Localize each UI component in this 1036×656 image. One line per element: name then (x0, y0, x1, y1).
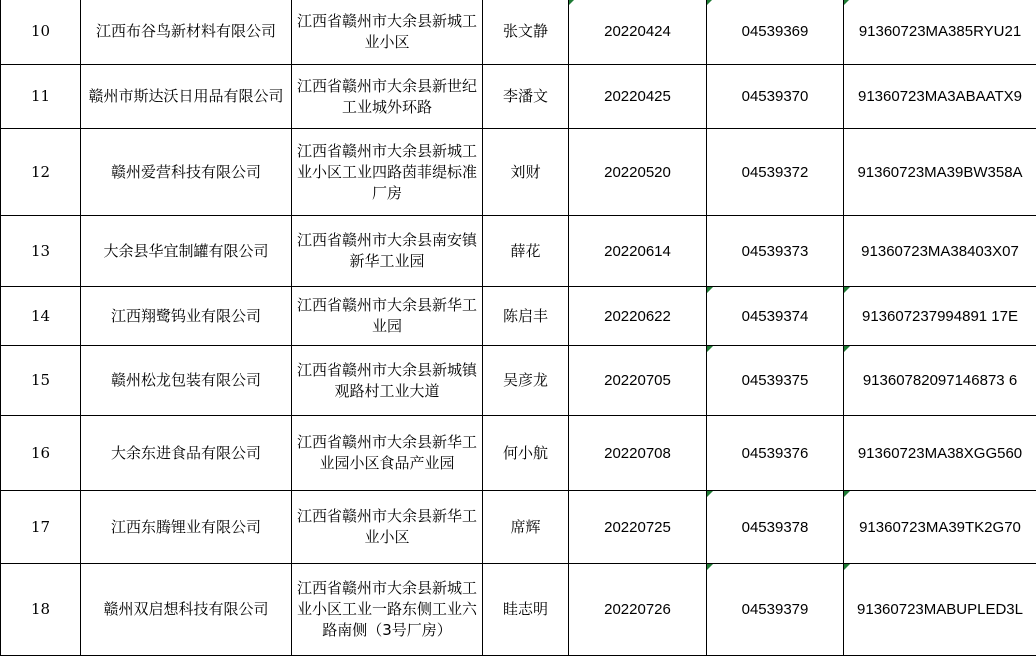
credit-code-cell[interactable]: 91360723MA385RYU21 (844, 0, 1036, 65)
code-cell[interactable]: 04539372 (707, 129, 844, 216)
row-number-cell[interactable]: 10 (1, 0, 81, 65)
code-cell[interactable]: 04539369 (707, 0, 844, 65)
address-cell[interactable]: 江西省赣州市大余县新城工业小区工业一路东侧工业六路南侧（3号厂房） (292, 564, 483, 656)
date-cell[interactable]: 20220708 (569, 416, 707, 491)
address-cell[interactable]: 江西省赣州市大余县新华工业园 (292, 287, 483, 346)
address-cell[interactable]: 江西省赣州市大余县新城工业小区工业四路茵菲缇标准厂房 (292, 129, 483, 216)
date-cell[interactable]: 20220622 (569, 287, 707, 346)
row-number-cell[interactable]: 15 (1, 346, 81, 416)
legal-person-cell[interactable]: 李潘文 (483, 65, 569, 129)
code-cell[interactable]: 04539376 (707, 416, 844, 491)
company-name-cell[interactable]: 江西翔鹭钨业有限公司 (81, 287, 292, 346)
company-name-cell[interactable]: 江西东腾锂业有限公司 (81, 491, 292, 564)
date-cell[interactable]: 20220614 (569, 216, 707, 287)
address-cell[interactable]: 江西省赣州市大余县新城镇观路村工业大道 (292, 346, 483, 416)
company-name-cell[interactable]: 江西布谷鸟新材料有限公司 (81, 0, 292, 65)
credit-code-cell[interactable]: 91360723MA39TK2G70 (844, 491, 1036, 564)
company-name-cell[interactable]: 赣州双启想科技有限公司 (81, 564, 292, 656)
credit-code-cell[interactable]: 91360723MABUPLED3L (844, 564, 1036, 656)
credit-code-cell[interactable]: 91360723MA38XGG560 (844, 416, 1036, 491)
row-number-cell[interactable]: 17 (1, 491, 81, 564)
legal-person-cell[interactable]: 吴彦龙 (483, 346, 569, 416)
legal-person-cell[interactable]: 席辉 (483, 491, 569, 564)
company-name-cell[interactable]: 大余县华宜制罐有限公司 (81, 216, 292, 287)
code-cell[interactable]: 04539378 (707, 491, 844, 564)
table-body (1, 0, 1036, 656)
date-cell[interactable]: 20220520 (569, 129, 707, 216)
credit-code-cell[interactable]: 913607237994891 17E (844, 287, 1036, 346)
legal-person-cell[interactable]: 眭志明 (483, 564, 569, 656)
table-row (1, 65, 1036, 129)
company-name-cell[interactable]: 赣州市斯达沃日用品有限公司 (81, 65, 292, 129)
row-number-cell[interactable]: 13 (1, 216, 81, 287)
address-cell[interactable]: 江西省赣州市大余县新华工业小区 (292, 491, 483, 564)
date-cell[interactable]: 20220726 (569, 564, 707, 656)
row-number-cell[interactable]: 14 (1, 287, 81, 346)
code-cell[interactable]: 04539373 (707, 216, 844, 287)
legal-person-cell[interactable]: 张文静 (483, 0, 569, 65)
address-cell[interactable]: 江西省赣州市大余县新世纪工业城外环路 (292, 65, 483, 129)
table-row (1, 0, 1036, 65)
legal-person-cell[interactable]: 薛花 (483, 216, 569, 287)
row-number-cell[interactable]: 18 (1, 564, 81, 656)
row-number-cell[interactable]: 16 (1, 416, 81, 491)
table-row (1, 491, 1036, 564)
address-cell[interactable]: 江西省赣州市大余县新城工业小区 (292, 0, 483, 65)
row-number-cell[interactable]: 12 (1, 129, 81, 216)
date-cell[interactable]: 20220425 (569, 65, 707, 129)
company-name-cell[interactable]: 大余东进食品有限公司 (81, 416, 292, 491)
company-name-cell[interactable]: 赣州松龙包装有限公司 (81, 346, 292, 416)
table-row (1, 346, 1036, 416)
code-cell[interactable]: 04539375 (707, 346, 844, 416)
table-row (1, 129, 1036, 216)
credit-code-cell[interactable]: 91360723MA39BW358A (844, 129, 1036, 216)
table-row (1, 564, 1036, 656)
credit-code-cell[interactable]: 91360723MA3ABAATX9 (844, 65, 1036, 129)
table-row (1, 287, 1036, 346)
table-row (1, 416, 1036, 491)
row-number-cell[interactable]: 11 (1, 65, 81, 129)
code-cell[interactable]: 04539374 (707, 287, 844, 346)
table-row (1, 216, 1036, 287)
date-cell[interactable]: 20220725 (569, 491, 707, 564)
credit-code-cell[interactable]: 91360723MA38403X07 (844, 216, 1036, 287)
date-cell[interactable]: 20220424 (569, 0, 707, 65)
address-cell[interactable]: 江西省赣州市大余县南安镇新华工业园 (292, 216, 483, 287)
code-cell[interactable]: 04539370 (707, 65, 844, 129)
code-cell[interactable]: 04539379 (707, 564, 844, 656)
date-cell[interactable]: 20220705 (569, 346, 707, 416)
legal-person-cell[interactable]: 陈启丰 (483, 287, 569, 346)
company-name-cell[interactable]: 赣州爱营科技有限公司 (81, 129, 292, 216)
address-cell[interactable]: 江西省赣州市大余县新华工业园小区食品产业园 (292, 416, 483, 491)
credit-code-cell[interactable]: 91360782097146873 6 (844, 346, 1036, 416)
legal-person-cell[interactable]: 何小航 (483, 416, 569, 491)
legal-person-cell[interactable]: 刘财 (483, 129, 569, 216)
